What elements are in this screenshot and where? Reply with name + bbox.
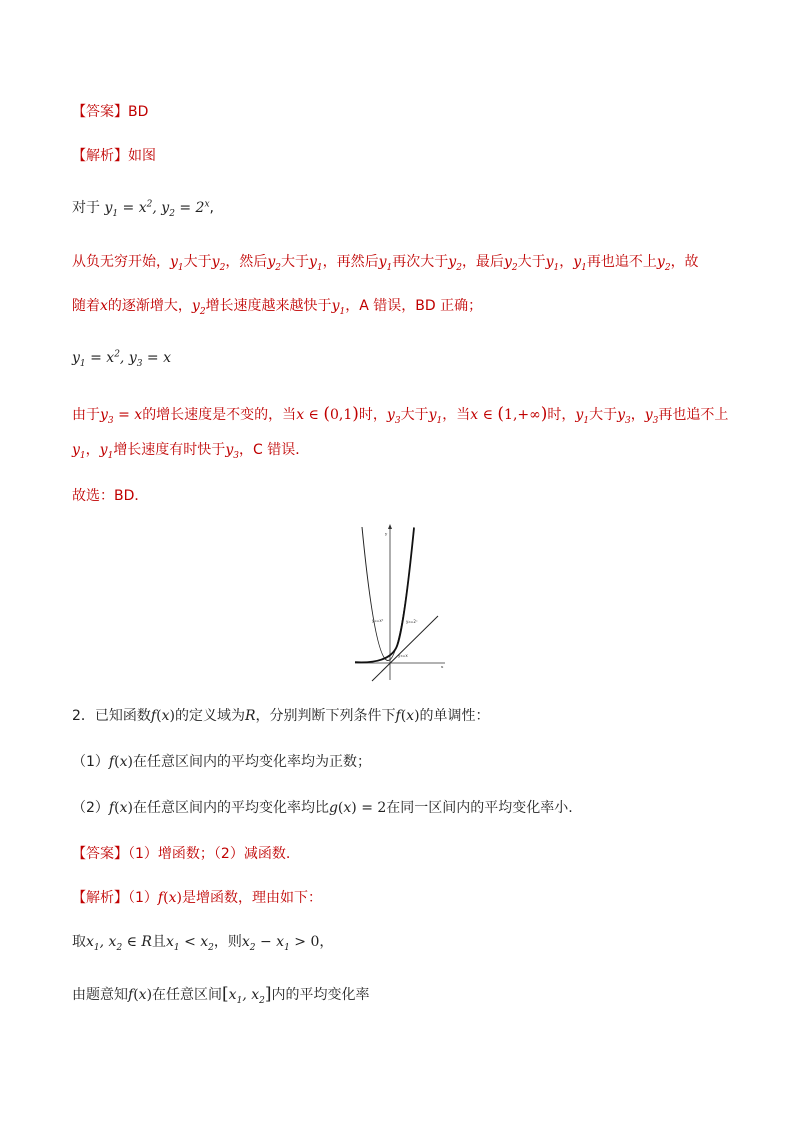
question-2-part-1: （1）f(x)在任意区间内的平均变化率均为正数； [72, 754, 371, 770]
answer-line-1 [72, 102, 148, 122]
conclusion-line-1: 故选：BD． [72, 488, 149, 504]
paragraph-3: 随着x的逐渐增大，$y_2$增长速度越来越快于$y_1$，A 错误，BD 正确； [72, 298, 483, 317]
formula-y1-y2: $y_1 = x^2$, $y_2 = 2^x$ [104, 199, 210, 219]
paragraph-4 [72, 348, 171, 368]
formula-y1-y3: $y_1 = x^2$, $y_3 = x$ [72, 349, 171, 369]
question-2-part-2: （2）f(x)在任意区间内的平均变化率均比g(x) = 2在同一区间内的平均变化率小. [72, 800, 573, 816]
label-y1: y₁=x² [372, 618, 384, 623]
answer-text: BD [128, 104, 149, 120]
function-graph [340, 522, 450, 682]
paragraph-7: 取$x_1$, $x_2$ ∈ R且$x_1 < x_2$，则$x_2 - x_1 > 0$， [72, 934, 334, 953]
paragraph-5: 由于$y_3 = x$的增长速度是不变的，当x ∈ (0,1)时，$y_3$大于$y_1$，当x ∈ (1,+∞)时，$y_1$大于$y_3$，$y_3$再也追不上 [72, 404, 729, 426]
label-y2: y₂=2ˣ [406, 619, 418, 624]
paragraph-1: 对于 $y_1 = x^2$, $y_2 = 2^x$, [72, 199, 214, 219]
axis-x-label: x [441, 664, 444, 669]
analysis-line-1 [72, 146, 156, 166]
paragraph-8: 由题意知f(x)在任意区间[$x_1$, $x_2$]内的平均变化率 [72, 984, 370, 1006]
paragraph-2: 从负无穷开始，$y_1$大于$y_2$，然后$y_2$大于$y_1$，再然后$y_1$再次大于$y_2$，最后$y_2$大于$y_1$，$y_1$再也追不上$y_2$，故 [72, 254, 699, 273]
answer-tag: 【答案】 [72, 104, 128, 120]
paragraph-6: $y_1$，$y_1$增长速度有时快于$y_3$，C 错误． [72, 442, 310, 461]
line-y3-x [372, 616, 438, 681]
analysis-line-2: 【解析】（1）f(x)是增函数，理由如下： [72, 890, 322, 906]
y-axis-arrow [388, 524, 392, 529]
question-2: 2．已知函数f(x)的定义域为R，分别判断下列条件下f(x)的单调性： [72, 708, 490, 724]
axis-y-label: y [385, 531, 388, 536]
label-y3: y₃=x [398, 653, 408, 658]
analysis-tag: 【解析】 [72, 148, 128, 164]
answer-line-2: 【答案】（1）增函数；（2）减函数. [72, 846, 291, 862]
analysis-text: 如图 [128, 148, 156, 164]
